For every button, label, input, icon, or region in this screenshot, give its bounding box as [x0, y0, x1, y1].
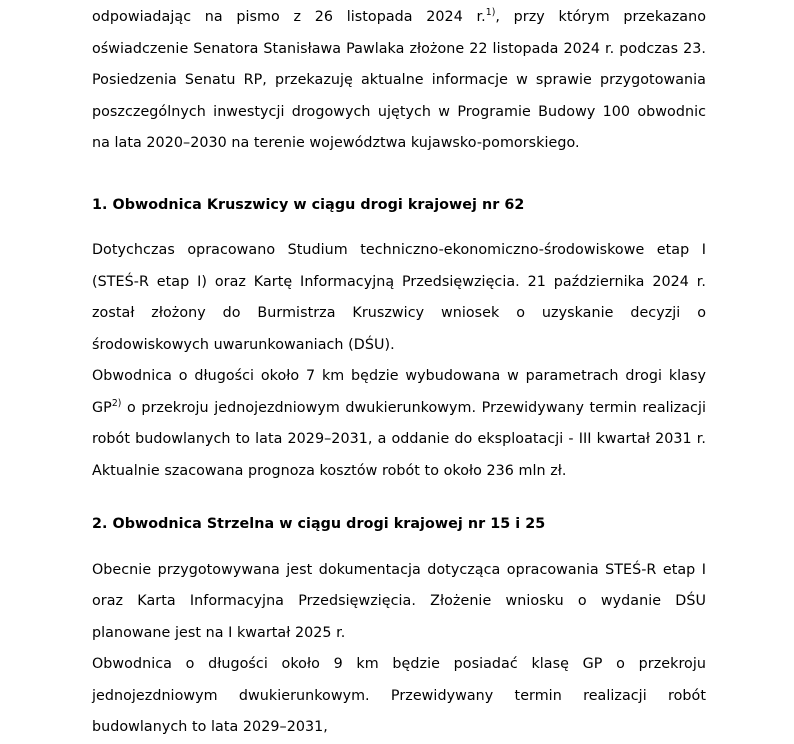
section-1-heading: 1. Obwodnica Kruszwicy w ciągu drogi krajowej nr 62	[92, 196, 525, 213]
spacer	[92, 541, 706, 555]
spacer	[92, 160, 706, 190]
footnote-marker-2: 2)	[111, 397, 122, 409]
spacer	[92, 487, 706, 509]
spacer	[92, 221, 706, 235]
section-2-heading: 2. Obwodnica Strzelna w ciągu drogi krajowej nr 15 i 25	[92, 516, 546, 532]
section-2-paragraph-2: Obwodnica o długości około 9 km będzie posiadać klasę GP o przekroju jednojezdniowym dwukierunkowym. Przewidywany termin realizacji robót budowlanych to lata 2029–2031,	[92, 656, 706, 735]
section-1-paragraph-1: Dotychczas opracowano Studium techniczno-ekonomiczno-środowiskowe etap I (STEŚ-R etap I) oraz Kartę Informacyjną Przedsięwzięcia. 21 października 2024 r. został złożony do Burmistrza Kruszwicy wniosek o uzyskanie decyzji o środowiskowych uwarunkowaniach (DŚU).	[92, 242, 706, 353]
section-1-paragraph-2-pre: Obwodnica o długości około 7 km będzie wybudowana w parametrach drogi klasy GP	[92, 368, 706, 416]
section-1-paragraph-2	[92, 361, 706, 487]
section-1-paragraph-2-post: o przekroju jednojezdniowym dwukierunkowym. Przewidywany termin realizacji robót budowlanych to lata 2029–2031, a oddanie do eksploatacji - III kwartał 2031 r. Aktualnie szacowana prognoza kosztów robót to około 236 mln zł.	[92, 399, 706, 479]
intro-text-part-2: , przy którym przekazano oświadczenie Senatora Stanisława Pawlaka złożone 22 listopada 2024 r. podczas 23. Posiedzenia Senatu RP, przekazuję aktualne informacje w sprawie przygotowania poszczególnych inwestycji drogowych ujętych w Programie Budowy 100 obwodnic na lata 2020–2030 na terenie województwa kujawsko-pomorskiego.	[92, 9, 706, 151]
section-2-paragraph-1: Obecnie przygotowywana jest dokumentacja dotycząca opracowania STEŚ-R etap I oraz Karta Informacyjna Przedsięwzięcia. Złożenie wniosku o wydanie DŚU planowane jest na I kwartał 2025 r.	[92, 561, 706, 641]
footnote-marker-1: 1)	[485, 7, 496, 19]
intro-paragraph	[92, 2, 706, 160]
intro-text-part-1: odpowiadając na pismo z 26 listopada 2024 r.	[92, 9, 486, 25]
document-body	[92, 0, 706, 744]
